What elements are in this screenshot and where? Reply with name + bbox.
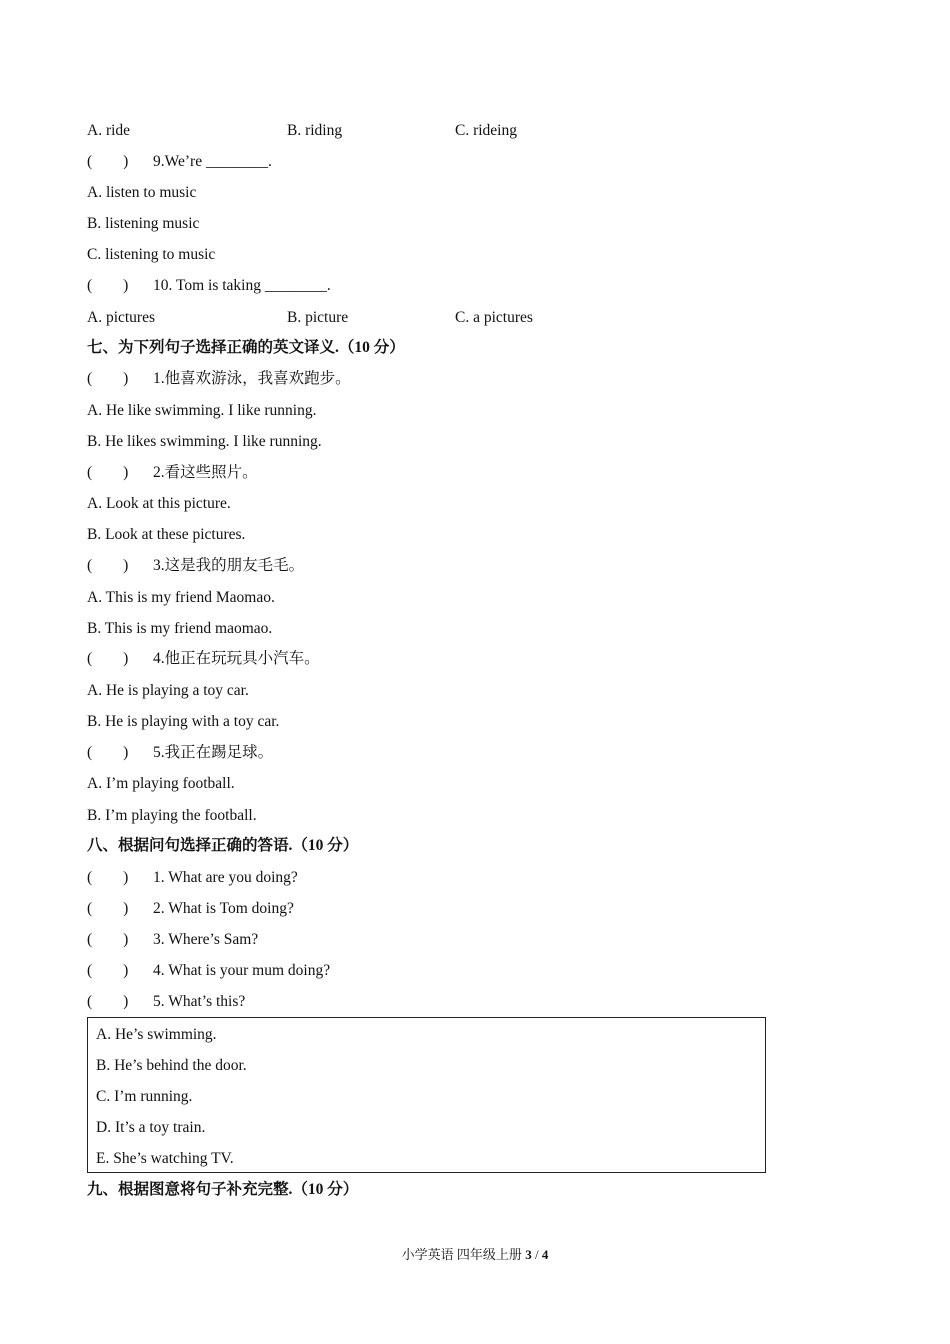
answer-blank[interactable]: ( ) (87, 900, 129, 917)
s7-q4 (87, 649, 320, 669)
question-text: 3. Where’s Sam? (153, 931, 259, 948)
answer-blank[interactable]: ( ) (87, 557, 129, 574)
q8-option-c: C. rideing (455, 122, 517, 139)
q10-line (87, 276, 331, 296)
s8-q4 (87, 961, 330, 981)
section8-heading: 八、根据问句选择正确的答语.（10 分） (87, 837, 359, 854)
answer-blank[interactable]: ( ) (87, 370, 129, 387)
answer-choice-c: C. I’m running. (96, 1088, 193, 1105)
s7-q5-option-a: A. I’m playing football. (87, 775, 235, 792)
answer-choice-d: D. It’s a toy train. (96, 1119, 206, 1136)
section7-heading: 七、为下列句子选择正确的英文译义.（10 分） (87, 339, 405, 356)
answer-choice-e: E. She’s watching TV. (96, 1150, 234, 1167)
answer-choices-box (87, 1017, 766, 1173)
s8-q2 (87, 899, 294, 919)
answer-choice-b: B. He’s behind the door. (96, 1057, 247, 1074)
answer-choice-a: A. He’s swimming. (96, 1026, 217, 1043)
s7-q1-option-b: B. He likes swimming. I like running. (87, 433, 322, 450)
question-text: 9.We’re ________. (153, 153, 272, 170)
answer-blank[interactable]: ( ) (87, 962, 129, 979)
q8-option-a: A. ride (87, 122, 131, 139)
question-text: 4.他正在玩玩具小汽车。 (153, 650, 320, 667)
question-text: 5. What’s this? (153, 993, 246, 1010)
page-separator: / (531, 1247, 542, 1262)
section9-heading: 九、根据图意将句子补充完整.（10 分） (87, 1181, 359, 1198)
question-text: 1.他喜欢游泳，我喜欢跑步。 (153, 370, 351, 387)
s8-q3 (87, 930, 258, 950)
q9-option-b: B. listening music (87, 215, 200, 232)
s8-q1 (87, 868, 298, 888)
answer-blank[interactable]: ( ) (87, 993, 129, 1010)
page-total: 4 (541, 1247, 549, 1262)
s7-q2-option-b: B. Look at these pictures. (87, 526, 246, 543)
page-footer (0, 1245, 950, 1265)
q8-option-b: B. riding (287, 122, 343, 139)
question-text: 1. What are you doing? (153, 869, 298, 886)
s7-q3 (87, 556, 304, 576)
question-text: 10. Tom is taking ________. (153, 277, 331, 294)
q10-option-b: B. picture (287, 309, 349, 326)
q9-option-a: A. listen to music (87, 184, 197, 201)
footer-subject: 小学英语 四年级上册 (401, 1247, 526, 1262)
answer-blank[interactable]: ( ) (87, 744, 129, 761)
answer-blank[interactable]: ( ) (87, 650, 129, 667)
s7-q4-option-a: A. He is playing a toy car. (87, 682, 249, 699)
s7-q3-option-a: A. This is my friend Maomao. (87, 589, 275, 606)
question-text: 5.我正在踢足球。 (153, 744, 274, 761)
question-text: 4. What is your mum doing? (153, 962, 331, 979)
question-text: 3.这是我的朋友毛毛。 (153, 557, 305, 574)
s7-q5 (87, 743, 273, 763)
answer-blank[interactable]: ( ) (87, 869, 129, 886)
answer-blank[interactable]: ( ) (87, 153, 129, 170)
s7-q1 (87, 369, 351, 389)
page-number: 3 (525, 1247, 532, 1262)
s7-q2-option-a: A. Look at this picture. (87, 495, 231, 512)
s8-q5 (87, 992, 245, 1012)
question-text: 2.看这些照片。 (153, 464, 258, 481)
q10-option-c: C. a pictures (455, 309, 533, 326)
s7-q4-option-b: B. He is playing with a toy car. (87, 713, 280, 730)
answer-blank[interactable]: ( ) (87, 277, 129, 294)
s7-q5-option-b: B. I’m playing the football. (87, 807, 257, 824)
q9-line (87, 152, 272, 172)
q10-option-a: A. pictures (87, 309, 156, 326)
answer-blank[interactable]: ( ) (87, 464, 129, 481)
question-text: 2. What is Tom doing? (153, 900, 294, 917)
answer-blank[interactable]: ( ) (87, 931, 129, 948)
s7-q3-option-b: B. This is my friend maomao. (87, 620, 273, 637)
s7-q1-option-a: A. He like swimming. I like running. (87, 402, 317, 419)
s7-q2 (87, 463, 258, 483)
q9-option-c: C. listening to music (87, 246, 216, 263)
